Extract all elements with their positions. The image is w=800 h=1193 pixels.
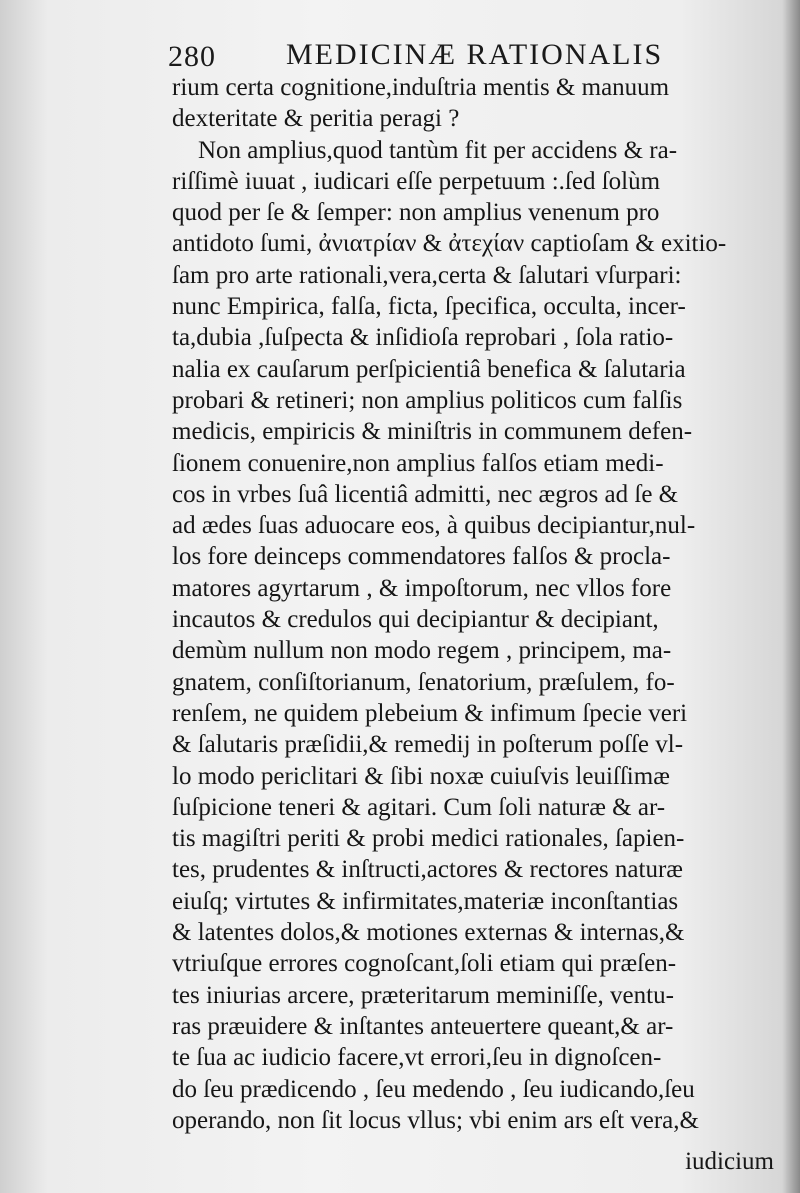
text-line: ta,dubia ,ſuſpecta & inſidioſa reprobari , ſola ratio- [172, 324, 674, 352]
body-text [172, 72, 772, 1136]
catchword: iudicium [685, 1148, 774, 1175]
text-line: demùm nullum non modo regem , principem, ma- [172, 637, 672, 665]
text-line: rium certa cognitione,induſtria mentis & manuum [172, 74, 670, 101]
text-line: do ſeu prædicendo , ſeu medendo , ſeu iudicando,ſeu [172, 1075, 695, 1103]
text-line: incautos & credulos qui decipiantur & decipiant, [172, 606, 659, 634]
text-line: nalia ex cauſarum perſpicientiâ benefica & ſalutaria [172, 355, 686, 383]
text-line: ſionem conuenire,non amplius falſos etiam medi- [172, 449, 664, 477]
text-line: ad ædes ſuas aduocare eos, à quibus decipiantur,nul- [172, 512, 696, 540]
text-line: vtriuſque errores cognoſcant,ſoli etiam qui præſen- [172, 950, 677, 978]
text-line: tes iniurias arcere, præteritarum meminiſſe, ventu- [172, 981, 674, 1009]
text-line: probari & retineri; non amplius politicos cum falſis [172, 386, 683, 414]
text-line: nunc Empirica, falſa, ficta, ſpecifica, occulta, incer- [172, 293, 686, 321]
page-number: 280 [168, 40, 216, 73]
text-line: dexteritate & peritia peragi ? [172, 105, 460, 133]
text-line: ſuſpicione teneri & agitari. Cum ſoli naturæ & ar- [172, 793, 666, 821]
text-line: quod per ſe & ſemper: non amplius venenum pro [172, 199, 660, 227]
page-edge-shadow [782, 0, 800, 1193]
text-line: matores agyrtarum , & impoſtorum, nec vllos fore [172, 574, 672, 602]
text-line: tis magiſtri periti & probi medici rationales, ſapien- [172, 825, 685, 853]
text-line: lo modo periclitari & ſibi noxæ cuiuſvis leuiſſimæ [172, 762, 670, 790]
text-line: te ſua ac iudicio facere,vt errori,ſeu in dignoſcen- [172, 1044, 662, 1072]
text-line: renſem, ne quidem plebeium & infimum ſpecie veri [172, 699, 688, 727]
running-title: MEDICINÆ RATIONALIS [286, 38, 664, 71]
text-line: medicis, empiricis & miniſtris in communem defen- [172, 418, 693, 446]
text-line: riſſimè iuuat , iudicari eſſe perpetuum :.ſed ſolùm [172, 167, 661, 195]
text-line: cos in vrbes ſuâ licentiâ admitti, nec ægros ad ſe & [172, 480, 679, 508]
text-line: antidoto ſumi, ἀνιατρίαν & ἀτεχίαν captioſam & exitio- [172, 230, 727, 258]
text-line: ras præuidere & inſtantes anteuertere queant,& ar- [172, 1012, 674, 1040]
text-line: & latentes dolos,& motiones externas & internas,& [172, 919, 685, 947]
text-line: tes, prudentes & inſtructi,actores & rectores naturæ [172, 856, 683, 884]
text-line: eiuſq; virtutes & infirmitates,materiæ inconſtantias [172, 887, 679, 915]
text-line: los fore deinceps commendatores falſos & procla- [172, 543, 671, 571]
page-header [168, 36, 728, 76]
text-line: gnatem, conſiſtorianum, ſenatorium, præſulem, fo- [172, 668, 675, 696]
text-line: operando, non ſit locus vllus; vbi enim ars eſt vera,& [172, 1106, 699, 1134]
text-line: ſam pro arte rationali,vera,certa & ſalutari vſurpari: [172, 261, 682, 289]
text-line: & ſalutaris præſidii,& remedij in poſterum poſſe vl- [172, 731, 684, 759]
text-line: Non amplius,quod tantùm fit per accidens & ra- [198, 136, 678, 164]
